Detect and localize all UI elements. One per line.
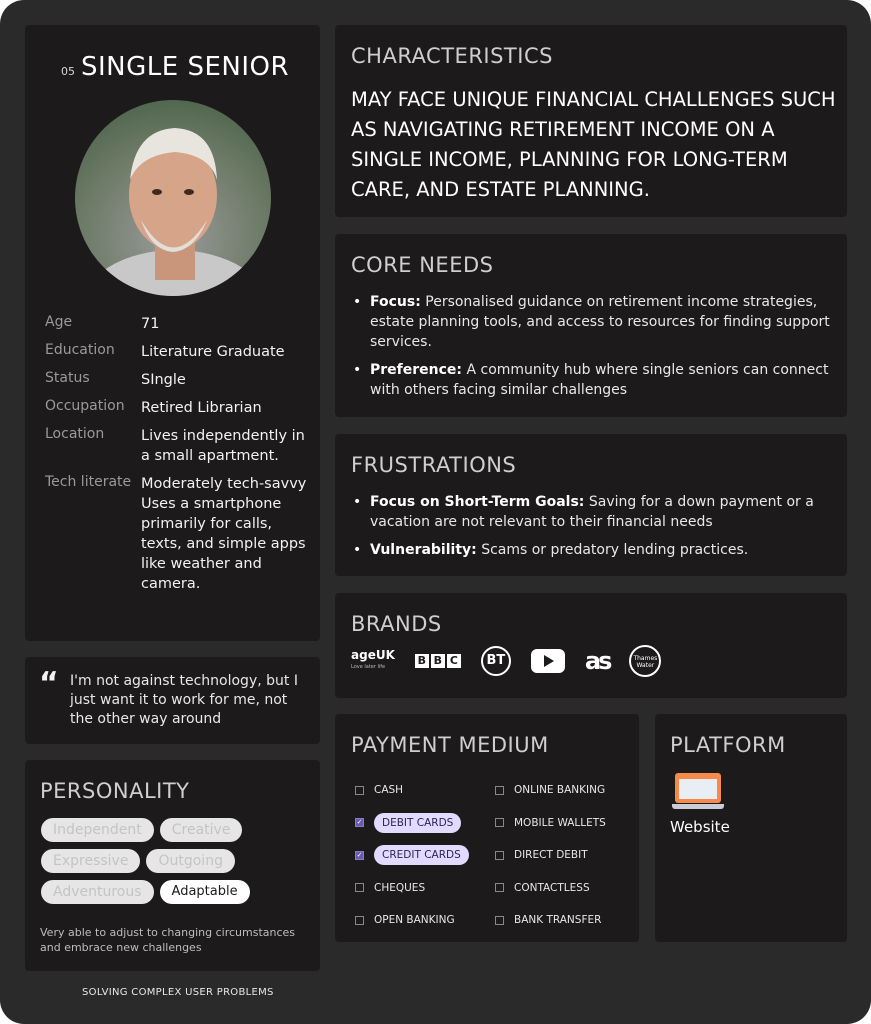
characteristics-text: MAY FACE UNIQUE FINANCIAL CHALLENGES SUCH AS NAVIGATING RETIREMENT INCOME ON A SINGLE INCOME, PLANNING FOR LONG-TERM CARE, AND ESTATE PLANNING. [351,88,836,201]
avatar-portrait [75,100,271,296]
persona-title [61,52,289,82]
persona-name: SINGLE SENIOR [81,52,290,82]
payment-option[interactable] [355,774,495,807]
bt-logo: BT [481,646,511,676]
core-needs-card [335,234,847,417]
frustrations-list [351,492,836,568]
list-item [351,292,836,352]
thames-water-logo: Thames Water [629,645,661,677]
section-heading: PAYMENT MEDIUM [351,733,549,757]
youtube-icon [531,649,565,673]
avatar [75,100,271,296]
attr-label: Location [45,426,105,442]
option-label: DIRECT DEBIT [514,849,588,862]
platform-card [655,714,847,942]
option-label: DEBIT CARDS [374,813,461,833]
quote-card [25,657,320,744]
item-title: Focus on Short-Term Goals: [370,494,585,510]
quote-icon: “ [39,666,59,701]
bbc-block: C [447,654,461,668]
attr-value: Literature Graduate [141,344,285,360]
laptop-icon [672,773,724,813]
characteristics-card [335,25,847,217]
attr-value: Retired Librarian [141,400,262,416]
attr-label: Status [45,370,90,386]
section-heading: FRUSTRATIONS [351,453,517,477]
attr-value-line: Uses a smartphone primarily for calls, texts, and simple apps like weather and camera. [141,496,306,592]
ageuk-wordmark: ageUK [351,648,395,662]
core-needs-list [351,292,836,408]
ageuk-logo [351,649,395,673]
payment-option-selected[interactable] [355,839,495,872]
brand-logos [351,645,661,677]
ageuk-tagline: Love later life [351,664,386,670]
option-label: ONLINE BANKING [514,784,606,797]
item-text: Scams or predatory lending practices. [476,542,749,558]
checkbox-unchecked[interactable] [495,916,504,925]
attribute-list [45,314,310,602]
personality-card [25,760,320,971]
section-heading: CORE NEEDS [351,253,494,277]
platform-label: Website [670,818,730,836]
trait-pill[interactable]: Adventurous [41,880,154,904]
bbc-logo [415,654,461,668]
attr-label: Education [45,342,115,358]
quote-text: I'm not against technology, but I just want it to work for me, not the other way around [70,673,298,727]
brands-card [335,593,847,698]
attr-label: Tech literate [45,474,132,490]
trait-pill[interactable]: Outgoing [146,849,234,873]
payment-options [355,774,635,937]
option-label: MOBILE WALLETS [514,816,606,829]
item-text: Personalised guidance on retirement income strategies, estate planning tools, and access to resources for finding support services. [370,294,830,350]
attr-status [45,370,310,390]
attr-value-line: Moderately tech-savvy [141,476,307,492]
item-title: Vulnerability: [370,542,477,558]
lastfm-logo: as [584,647,610,675]
checkbox-unchecked[interactable] [495,818,504,827]
attr-label: Age [45,314,73,330]
option-label: OPEN BANKING [374,914,455,927]
payment-option[interactable] [355,872,495,905]
list-item [351,360,836,400]
checkbox-unchecked[interactable] [495,786,504,795]
payment-option[interactable] [495,904,635,937]
payment-option-selected[interactable] [355,807,495,840]
section-heading: PERSONALITY [40,779,190,803]
attr-occupation [45,398,310,418]
personality-note: Very able to adjust to changing circumstances and embrace new challenges [40,926,296,954]
option-label: BANK TRANSFER [514,914,602,927]
attr-value: Lives independently in a small apartment. [141,428,305,464]
list-item [351,540,836,560]
attr-label: Occupation [45,398,125,414]
payment-option[interactable] [355,904,495,937]
attr-value: 71 [141,316,160,332]
laptop-screen [675,773,721,803]
section-heading: PLATFORM [670,733,786,757]
item-title: Focus: [370,294,421,310]
option-label: CREDIT CARDS [374,845,469,865]
profile-card [25,25,320,641]
attr-age [45,314,310,334]
item-title: Preference: [370,362,463,378]
footer-text: SOLVING COMPLEX USER PROBLEMS [82,987,274,998]
attr-location [45,426,310,466]
trait-pill[interactable]: Creative [160,818,243,842]
checkbox-checked[interactable]: ✓ [356,818,363,827]
trait-pill-selected[interactable]: Adaptable [160,880,250,904]
personality-traits [41,818,311,904]
payment-medium-card [335,714,639,942]
item-text: Saving for a down payment or a vacation are not relevant to their financial needs [370,494,814,530]
payment-option[interactable] [495,807,635,840]
item-text: A community hub where single seniors can connect with others facing similar challenges [370,362,829,398]
option-label: CHEQUES [374,881,426,894]
attr-tech-literate [45,474,310,594]
persona-number: 05 [61,65,75,78]
checkbox-checked[interactable]: ✓ [356,850,363,859]
attr-value: SIngle [141,372,186,388]
payment-option[interactable] [495,774,635,807]
frustrations-card [335,434,847,576]
checkbox-unchecked[interactable] [355,883,364,892]
checkbox-unchecked[interactable] [355,916,364,925]
attr-education [45,342,310,362]
bbc-block: B [431,654,445,668]
payment-option[interactable] [495,872,635,905]
trait-pill[interactable]: Expressive [41,849,140,873]
attr-value [141,474,310,594]
payment-option[interactable] [495,839,635,872]
checkbox-unchecked[interactable] [495,883,504,892]
checkbox-unchecked[interactable] [355,786,364,795]
laptop-base [672,804,724,809]
option-label: CONTACTLESS [514,881,590,894]
section-heading: CHARACTERISTICS [351,44,553,68]
list-item [351,492,836,532]
trait-pill[interactable]: Independent [41,818,154,842]
checkbox-unchecked[interactable] [495,851,504,860]
section-heading: BRANDS [351,612,442,636]
bbc-block: B [415,654,429,668]
option-label: CASH [374,784,404,797]
